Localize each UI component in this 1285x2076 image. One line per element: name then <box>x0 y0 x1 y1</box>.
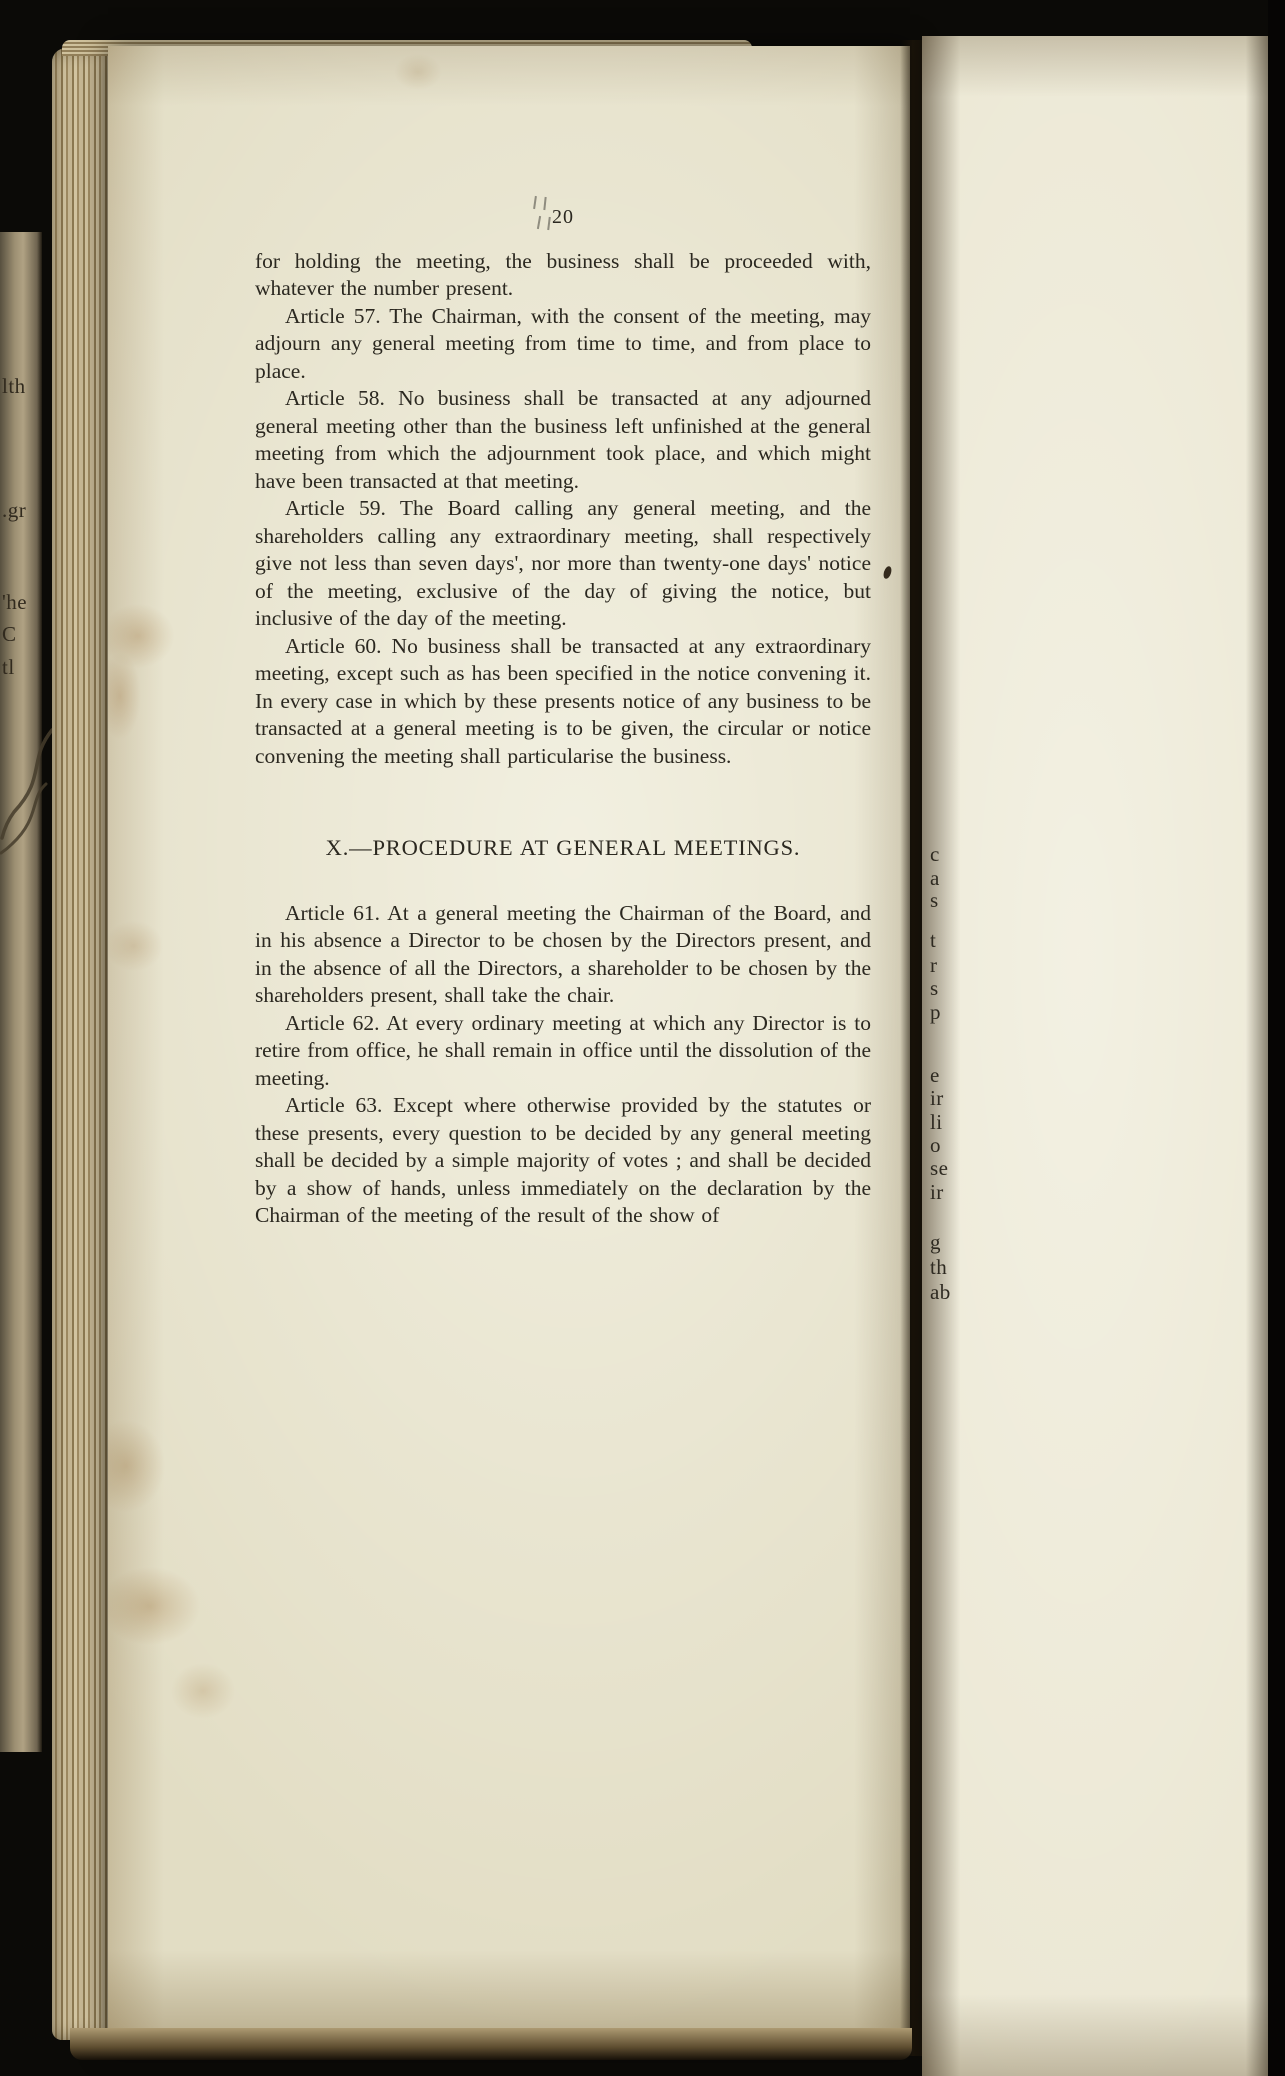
page-edge-text-fragment: e <box>930 1063 940 1087</box>
page-edge-text-fragment: ir <box>930 1086 944 1110</box>
page-edge-text-fragment: li <box>930 1110 943 1134</box>
paragraph-article-62: Article 62. At every ordinary meeting at which any Director is to retire from office, he shall remain in office until the dissolution of the meeting. <box>255 1010 871 1090</box>
page-edge-text-fragment: ab <box>930 1280 951 1304</box>
page-edge-text-fragment: se <box>930 1156 949 1180</box>
page-edge-text-fragment: r <box>930 953 938 977</box>
page-edge-text-fragment: p <box>930 1000 941 1024</box>
page-edge-text-fragment: C <box>2 622 17 646</box>
page-edge-text-fragment: t <box>930 928 937 952</box>
paragraph-article-63: Article 63. Except where otherwise provided by the statutes or these presents, every question to be decided by any general meeting shall be decided by a simple majority of votes ; and shall be decided by a show of hands, unless immediately on the declaration by the Chairman of the meeting of the result of the show of <box>255 1093 871 1227</box>
page-edge-text-fragment: o <box>930 1133 941 1157</box>
paragraph-article-60: Article 60. No business shall be transacted at any extraordinary meeting, except such as has been specified in the notice convening it. In every case in which by these presents notice of any business to be transacted at a general meeting is to be given, the circular or notice convening the meeting shall particularise the business. <box>255 633 871 768</box>
page-edge-text-fragment: tl <box>2 655 15 679</box>
page-number: 20 <box>552 206 574 228</box>
page-edge-text-fragment: lth <box>2 374 26 398</box>
book-page <box>108 46 910 2050</box>
paragraph-article-57: Article 57. The Chairman, with the consent of the meeting, may adjourn any general meeting from time to time, and from place to place. <box>255 303 871 383</box>
paragraph-article-59: Article 59. The Board calling any general meeting, and the shareholders calling any extraordinary meeting, shall respectively give not less than seven days', nor more than twenty-one days' notice of the meeting, exclusive of the day of giving the notice, but inclusive of the day of the meeting. <box>255 496 871 630</box>
facing-page-edge <box>922 36 1270 2076</box>
page-edge-text-fragment: c <box>930 842 940 866</box>
page-edge-text-fragment: th <box>930 1255 948 1279</box>
section-heading: X.—PROCEDURE AT GENERAL MEETINGS. <box>325 835 801 860</box>
page-bottom-edge <box>70 2028 912 2060</box>
photo-right-edge <box>1268 0 1285 2076</box>
page-edge-text-fragment: s <box>930 976 939 1000</box>
page-edge-text-fragment: 'he <box>2 590 28 614</box>
page-edge-text-fragment: ir <box>930 1180 944 1204</box>
page-edge-text-fragment: .gr <box>2 498 27 522</box>
paragraph-continuation: for holding the meeting, the business shall be proceeded with, whatever the number present. <box>255 248 871 300</box>
page-edge-text-fragment: g <box>930 1230 941 1254</box>
page-stack-edges <box>52 48 112 2040</box>
paragraph-article-58: Article 58. No business shall be transacted at any adjourned general meeting other than the business left unfinished at the general meeting from which the adjournment took place, and which might have been transacted at that meeting. <box>255 386 871 493</box>
opposite-page-edge <box>0 232 42 1752</box>
page-edge-text-fragment: s <box>930 888 939 912</box>
page-text-column <box>255 204 871 1230</box>
paragraph-article-61: Article 61. At a general meeting the Chairman of the Board, and in his absence a Director to be chosen by the Directors present, and in the absence of all the Directors, a shareholder to be chosen by the shareholders present, shall take the chair. <box>255 900 871 1007</box>
page-edge-text-fragment: a <box>930 866 940 890</box>
